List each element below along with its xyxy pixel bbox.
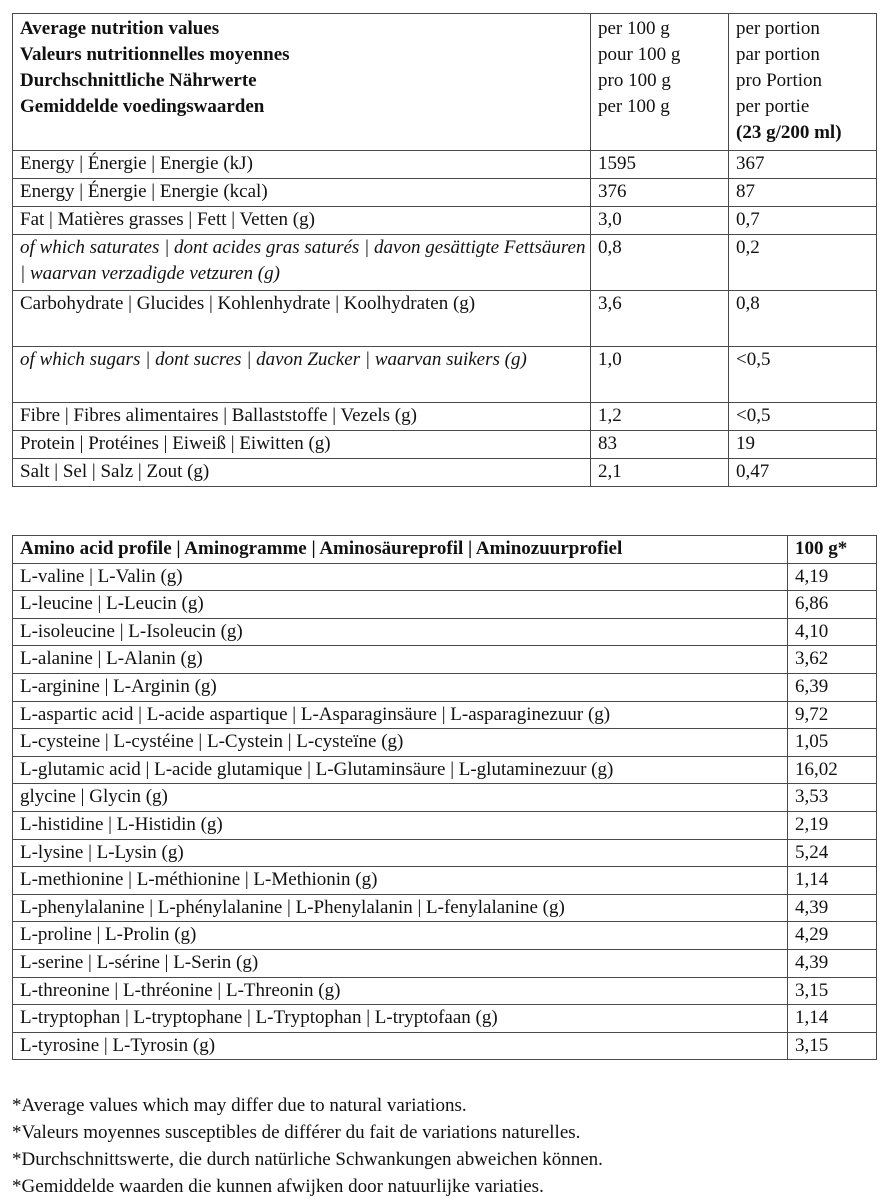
header-per100-de: pro 100 g	[598, 70, 671, 91]
header-per100-nl: per 100 g	[598, 96, 670, 117]
amino-value: 4,10	[788, 618, 877, 646]
amino-label: L-valine | L-Valin (g)	[13, 563, 788, 591]
nutrient-per100: 1,0	[591, 347, 729, 403]
header-label-de: Durchschnittliche Nährwerte	[20, 70, 257, 91]
amino-label: L-alanine | L-Alanin (g)	[13, 646, 788, 674]
amino-value: 1,14	[788, 867, 877, 895]
amino-value: 3,15	[788, 977, 877, 1005]
header-portion-nl: per portie	[736, 96, 810, 117]
nutrient-per-portion: 0,2	[729, 235, 877, 291]
amino-row	[13, 729, 877, 757]
amino-header-label: Amino acid profile | Aminogramme | Aminosäureprofil | Aminozuurprofiel	[13, 536, 788, 564]
amino-value: 1,05	[788, 729, 877, 757]
nutrient-per-portion: 87	[729, 179, 877, 207]
nutrition-row	[13, 179, 877, 207]
footnotes	[12, 1092, 876, 1200]
header-per100-fr: pour 100 g	[598, 44, 681, 65]
amino-value: 6,86	[788, 591, 877, 619]
amino-acid-table	[12, 535, 877, 1060]
nutrient-label: Energy | Énergie | Energie (kcal)	[13, 179, 591, 207]
nutrition-row	[13, 291, 877, 347]
nutrient-label: Fibre | Fibres alimentaires | Ballaststoffe | Vezels (g)	[13, 403, 591, 431]
amino-row	[13, 701, 877, 729]
nutrition-header-per100	[591, 14, 729, 151]
nutrient-per100: 1595	[591, 151, 729, 179]
nutrient-per-portion: 0,7	[729, 207, 877, 235]
nutrition-row	[13, 347, 877, 403]
amino-label: L-threonine | L-thréonine | L-Threonin (g)	[13, 977, 788, 1005]
amino-label: L-histidine | L-Histidin (g)	[13, 811, 788, 839]
amino-value: 4,19	[788, 563, 877, 591]
amino-header-row	[13, 536, 877, 564]
nutrient-per-portion: <0,5	[729, 347, 877, 403]
amino-value: 3,62	[788, 646, 877, 674]
nutrient-label: Fat | Matières grasses | Fett | Vetten (g)	[13, 207, 591, 235]
amino-label: L-isoleucine | L-Isoleucin (g)	[13, 618, 788, 646]
amino-row	[13, 591, 877, 619]
amino-value: 4,29	[788, 922, 877, 950]
amino-row	[13, 922, 877, 950]
amino-row	[13, 784, 877, 812]
header-label-en: Average nutrition values	[20, 18, 220, 39]
amino-row	[13, 949, 877, 977]
amino-value: 2,19	[788, 811, 877, 839]
amino-row	[13, 1005, 877, 1033]
amino-label: L-methionine | L-méthionine | L-Methionin (g)	[13, 867, 788, 895]
amino-header-value: 100 g*	[788, 536, 877, 564]
amino-value: 9,72	[788, 701, 877, 729]
nutrition-header-label	[13, 14, 591, 151]
nutrient-per-portion: 367	[729, 151, 877, 179]
amino-label: L-phenylalanine | L-phénylalanine | L-Phenylalanin | L-fenylalanine (g)	[13, 894, 788, 922]
nutrient-per100: 1,2	[591, 403, 729, 431]
amino-value: 16,02	[788, 756, 877, 784]
footnote-de: *Durchschnittswerte, die durch natürliche Schwankungen abweichen können.	[12, 1149, 603, 1170]
nutrition-row	[13, 459, 877, 487]
nutrient-label: Energy | Énergie | Energie (kJ)	[13, 151, 591, 179]
amino-value: 3,53	[788, 784, 877, 812]
nutrient-per100: 3,6	[591, 291, 729, 347]
header-portion-fr: par portion	[736, 44, 820, 65]
nutrition-row	[13, 151, 877, 179]
amino-row	[13, 811, 877, 839]
nutrient-per100: 0,8	[591, 235, 729, 291]
nutrient-per100: 3,0	[591, 207, 729, 235]
amino-row	[13, 867, 877, 895]
nutrient-per-portion: 0,47	[729, 459, 877, 487]
header-label-fr: Valeurs nutritionnelles moyennes	[20, 44, 290, 65]
amino-row	[13, 839, 877, 867]
nutrient-label: Salt | Sel | Salz | Zout (g)	[13, 459, 591, 487]
amino-row	[13, 673, 877, 701]
amino-label: L-cysteine | L-cystéine | L-Cystein | L-cysteïne (g)	[13, 729, 788, 757]
header-per100-en: per 100 g	[598, 18, 670, 39]
amino-row	[13, 618, 877, 646]
amino-value: 5,24	[788, 839, 877, 867]
header-portion-de: pro Portion	[736, 70, 823, 91]
header-label-nl: Gemiddelde voedingswaarden	[20, 96, 265, 117]
footnote-en: *Average values which may differ due to natural variations.	[12, 1095, 467, 1116]
nutrient-label: Carbohydrate | Glucides | Kohlenhydrate | Koolhydraten (g)	[13, 291, 591, 347]
header-portion-en: per portion	[736, 18, 820, 39]
amino-row	[13, 977, 877, 1005]
nutrient-per-portion: <0,5	[729, 403, 877, 431]
nutrition-row	[13, 431, 877, 459]
amino-row	[13, 894, 877, 922]
nutrition-header-per-portion	[729, 14, 877, 151]
amino-label: L-tyrosine | L-Tyrosin (g)	[13, 1032, 788, 1060]
amino-row	[13, 563, 877, 591]
amino-row	[13, 756, 877, 784]
amino-value: 4,39	[788, 949, 877, 977]
amino-value: 6,39	[788, 673, 877, 701]
header-portion-size: (23 g/200 ml)	[736, 122, 842, 143]
nutrient-label: of which saturates | dont acides gras saturés | davon gesättigte Fettsäuren | waarvan verzadigde vetzuren (g)	[13, 235, 591, 291]
nutrient-label: of which sugars | dont sucres | davon Zucker | waarvan suikers (g)	[13, 347, 591, 403]
amino-row	[13, 1032, 877, 1060]
amino-row	[13, 646, 877, 674]
nutrient-per-portion: 19	[729, 431, 877, 459]
footnote-nl: *Gemiddelde waarden die kunnen afwijken door natuurlijke variaties.	[12, 1176, 544, 1197]
nutrient-per100: 376	[591, 179, 729, 207]
amino-label: L-glutamic acid | L-acide glutamique | L-Glutaminsäure | L-glutaminezuur (g)	[13, 756, 788, 784]
amino-label: L-proline | L-Prolin (g)	[13, 922, 788, 950]
amino-value: 3,15	[788, 1032, 877, 1060]
amino-label: glycine | Glycin (g)	[13, 784, 788, 812]
amino-label: L-leucine | L-Leucin (g)	[13, 591, 788, 619]
amino-value: 4,39	[788, 894, 877, 922]
nutrition-row	[13, 403, 877, 431]
nutrient-label: Protein | Protéines | Eiweiß | Eiwitten (g)	[13, 431, 591, 459]
nutrient-per100: 83	[591, 431, 729, 459]
nutrition-row	[13, 235, 877, 291]
amino-label: L-tryptophan | L-tryptophane | L-Tryptophan | L-tryptofaan (g)	[13, 1005, 788, 1033]
amino-value: 1,14	[788, 1005, 877, 1033]
nutrient-per100: 2,1	[591, 459, 729, 487]
footnote-fr: *Valeurs moyennes susceptibles de différer du fait de variations naturelles.	[12, 1122, 581, 1143]
amino-label: L-lysine | L-Lysin (g)	[13, 839, 788, 867]
nutrition-header-row	[13, 14, 877, 151]
nutrition-table	[12, 13, 877, 487]
nutrition-row	[13, 207, 877, 235]
amino-label: L-serine | L-sérine | L-Serin (g)	[13, 949, 788, 977]
nutrient-per-portion: 0,8	[729, 291, 877, 347]
amino-label: L-aspartic acid | L-acide aspartique | L-Asparaginsäure | L-asparaginezuur (g)	[13, 701, 788, 729]
amino-label: L-arginine | L-Arginin (g)	[13, 673, 788, 701]
